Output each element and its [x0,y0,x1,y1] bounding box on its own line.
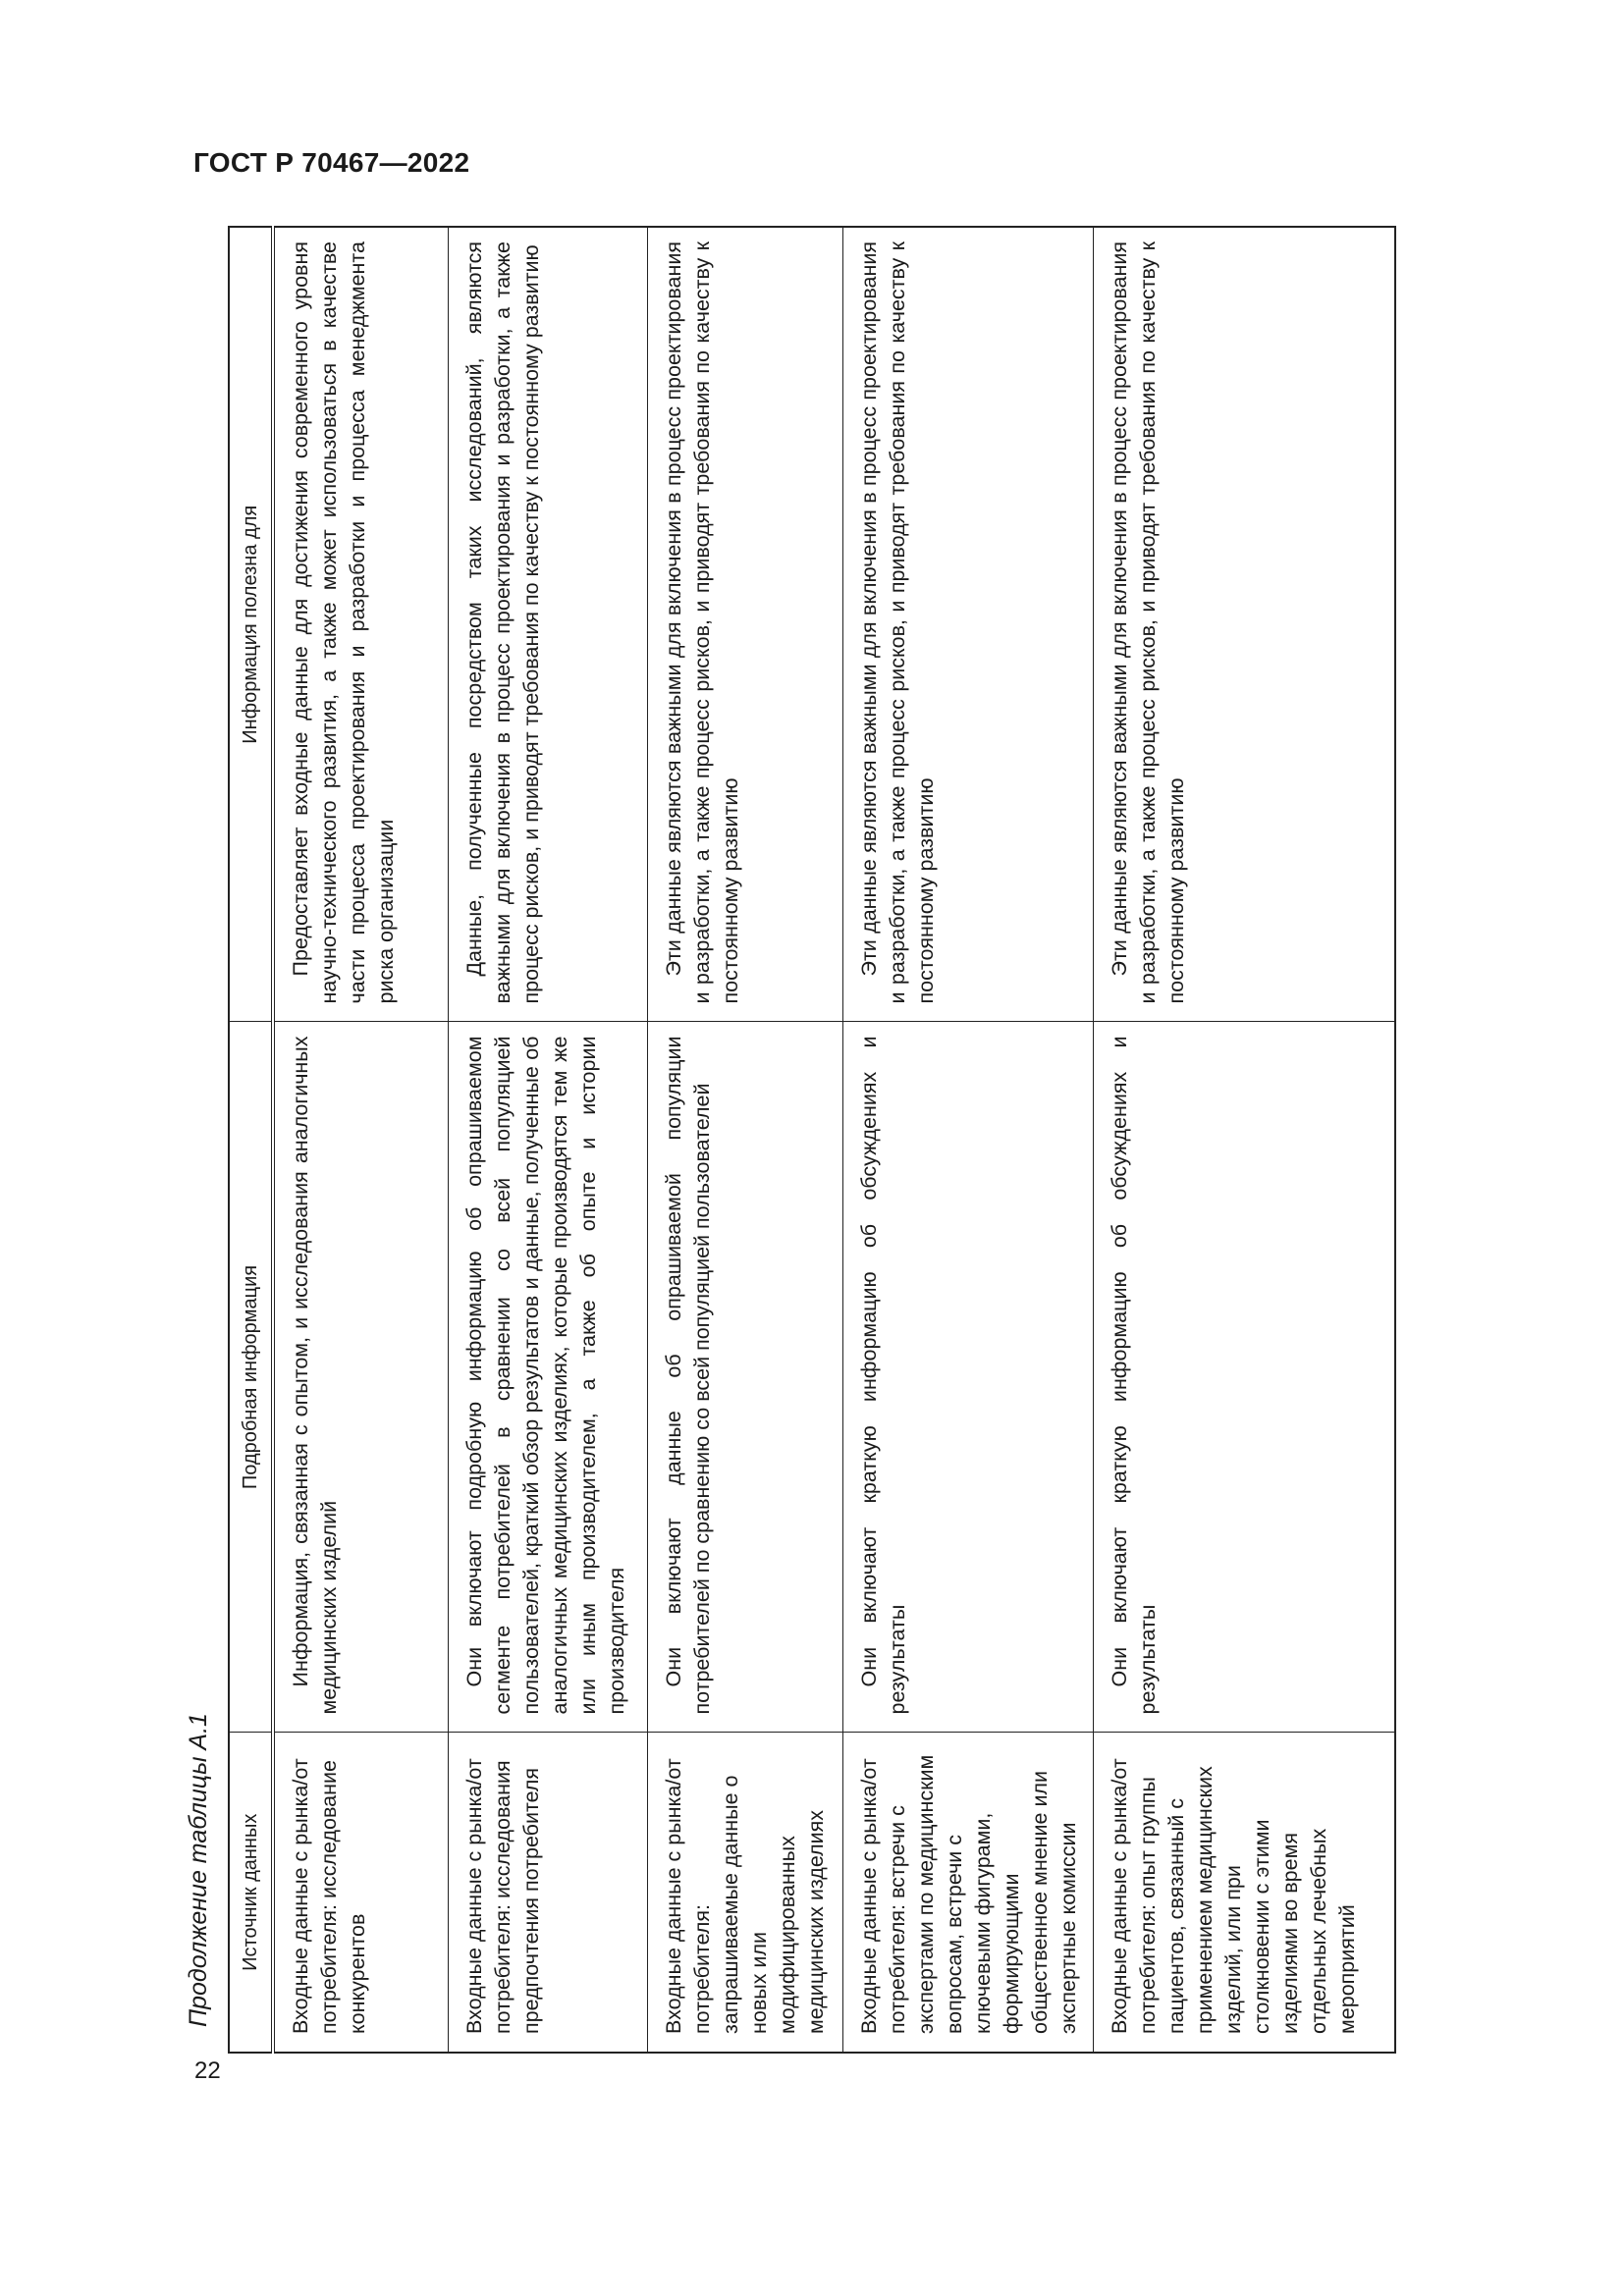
cell-source: Входные данные с рынка/от потребителя: встречи с экспертами по медицинским вопросам, встречи с ключевыми фигурами, формирующими общественное мнение или экспертные комиссии [843,1733,1094,2053]
cell-source: Входные данные с рынка/от потребителя: опыт группы пациентов, связанный с применением медицинских изделий, или при столкновении с этими изделиями во время отдельных лечебных мероприятий [1094,1733,1396,2053]
column-header-useful-for: Информация полезна для [229,227,273,1022]
cell-source: Входные данные с рынка/от потребителя: исследование конкурентов [273,1733,449,2053]
column-header-details: Подробная информация [229,1022,273,1733]
table-row [273,227,449,2053]
column-header-source: Источник данных [229,1733,273,2053]
cell-source: Входные данные с рынка/от потребителя: запрашиваемые данные о новых или модифицированных медицинских изделиях [648,1733,843,2053]
cell-useful-for [648,227,843,1022]
cell-details-text: Они включают данные об опрашиваемой популяции потребителей по сравнению со всей популяцией пользователей [662,1036,714,1715]
cell-details-text: Они включают краткую информацию об обсуждениях и результаты [1108,1036,1160,1715]
table-row [449,227,648,2053]
cell-useful-for [449,227,648,1022]
cell-useful-for-text: Предоставляет входные данные для достижения современного уровня научно-технического развития, а также может использоваться в качестве части процесса проектирования и разработки и процесса менеджмента риска организации [289,241,398,1004]
cell-details-text: Информация, связанная с опытом, и исследования аналогичных медицинских изделий [289,1036,341,1715]
cell-source: Входные данные с рынка/от потребителя: исследования предпочтения потребителя [449,1733,648,2053]
cell-useful-for [843,227,1094,1022]
cell-useful-for-text: Эти данные являются важными для включения в процесс проектирования и разработки, а также процесс рисков, и приводят требования по качеству к постоянному развитию [662,241,742,1004]
cell-useful-for-text: Эти данные являются важными для включения в процесс проектирования и разработки, а также процесс рисков, и приводят требования по качеству к постоянному развитию [857,241,938,1004]
table-row [1094,227,1396,2053]
table-row [843,227,1094,2053]
cell-useful-for [273,227,449,1022]
cell-useful-for-text: Данные, полученные посредством таких исследований, являются важными для включения в процесс проектирования и разработки, а также процесс рисков, и приводят требования по качеству к постоянному развитию [462,241,543,1004]
page-number: 22 [194,2057,221,2084]
cell-details-text: Они включают подробную информацию об опрашиваемом сегменте потребителей в сравнении со всей популяцией пользователей, краткий обзор результатов и данные, полученные об аналогичных медицинских изделиях, которые производятся тем же или иным производителем, а также об опыте и истории производителя [462,1036,628,1715]
cell-details-text: Они включают краткую информацию об обсуждениях и результаты [857,1036,909,1715]
cell-details [1094,1022,1396,1733]
cell-details [648,1022,843,1733]
cell-details [843,1022,1094,1733]
cell-useful-for [1094,227,1396,1022]
table-header-row [229,227,273,2053]
table-caption: Продолжение таблицы А.1 [185,1713,212,2027]
data-table [228,226,1396,2054]
cell-useful-for-text: Эти данные являются важными для включения в процесс проектирования и разработки, а также процесс рисков, и приводят требования по качеству к постоянному развитию [1108,241,1188,1004]
cell-details [449,1022,648,1733]
rotated-table-container [228,228,1359,2054]
standard-designation: ГОСТ Р 70467—2022 [193,147,470,178]
table-row [648,227,843,2053]
cell-details [273,1022,449,1733]
